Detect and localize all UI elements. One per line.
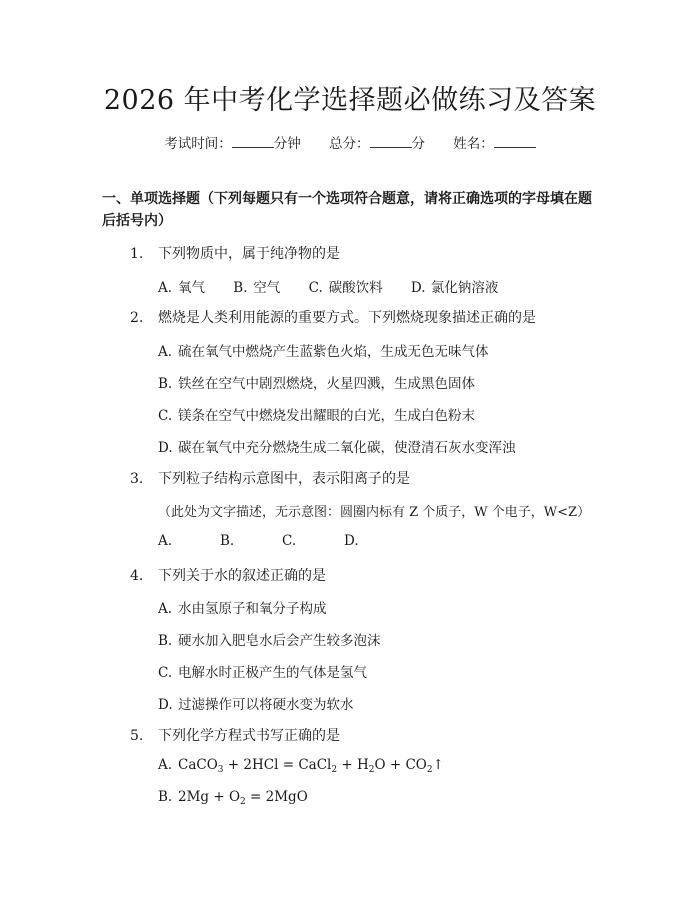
total-score-blank[interactable] [370,135,412,148]
equation-b: $2Mg + O_2 = 2MgO$ [178,789,308,807]
option-text: 电解水时正极产生的气体是氢气 [178,665,367,681]
option-letter: B. [158,633,173,649]
total-score-field [329,136,429,152]
option-text: 碳在氧气中充分燃烧生成二氧化碳，使澄清石灰水变浑浊 [178,440,516,456]
student-name-label: 姓名： [453,136,494,152]
option-text: 碳酸饮料 [328,280,383,296]
question-number: 5. [130,728,144,744]
option-text: 氯化钠溶液 [430,280,499,296]
option-a[interactable] [158,276,205,296]
option-a[interactable] [158,597,327,617]
question-stem: 下列化学方程式书写正确的是 [158,728,340,744]
option-letter: C. [158,665,173,681]
student-name-blank[interactable] [494,135,536,148]
exam-time-blank[interactable] [232,135,274,148]
question-stem: 下列物质中，属于纯净物的是 [158,246,340,262]
question-number: 2. [130,310,144,326]
exam-time-unit: 分钟 [273,136,301,152]
question-4 [130,565,326,585]
student-name-field [453,136,536,152]
option-letter: B. [158,376,173,392]
option-c[interactable] [158,661,367,681]
option-letter: A. [158,601,173,617]
option-b[interactable] [158,372,475,392]
option-letter: D. [158,440,173,456]
option-text: 硫在氧气中燃烧产生蓝紫色火焰，生成无色无味气体 [178,344,489,360]
option-text: 镁条在空气中燃烧发出耀眼的白光，生成白色粉末 [178,408,475,424]
section-heading-line2: 后括号内） [102,213,172,229]
option-text: 水由氢原子和氧分子构成 [178,601,327,617]
option-letter: C. [308,280,323,296]
option-letter: B. [158,789,173,805]
exam-info [0,132,700,152]
option-c[interactable]: C. [282,533,297,549]
option-d[interactable] [411,276,499,296]
option-a[interactable]: A. [158,533,173,549]
option-letter: B. [233,280,248,296]
question-stem: 下列关于水的叙述正确的是 [158,568,326,584]
option-letter: C. [158,408,173,424]
option-text: 铁丝在空气中剧烈燃烧，火星四溅，生成黑色固体 [178,376,475,392]
option-d[interactable] [158,693,354,713]
option-b[interactable]: B. [220,533,235,549]
total-score-unit: 分 [411,136,425,152]
option-letter: D. [158,697,173,713]
question-3 [130,468,410,488]
question-2 [130,307,536,327]
question-1 [130,243,340,263]
exam-time-label: 考试时间： [164,136,232,152]
option-letter: A. [158,280,173,296]
question-1-options [158,276,522,296]
option-c[interactable] [309,276,383,296]
exam-time-field [164,136,305,152]
option-text: 氧气 [178,280,205,296]
question-number: 3. [130,471,144,487]
option-d[interactable] [158,436,516,456]
total-score-label: 总分： [329,136,370,152]
option-text: 空气 [253,280,281,296]
option-letter: A. [158,344,173,360]
equation-a: CaCO$_3$ + 2HCl = CaCl$_2$ + $H_2O$ + $CO_2↑$ [178,757,444,775]
question-3-options [158,533,406,549]
option-letter: D. [410,280,426,296]
option-b[interactable] [158,629,381,649]
option-text: 过滤操作可以将硬水变为软水 [178,697,354,713]
option-a[interactable] [158,340,489,360]
question-3-note: （此处为文字描述，无示意图：圆圈内标有 Z 个质子，W 个电子，W<Z） [158,505,591,520]
question-5 [130,725,340,745]
section-heading-line1: 一、单项选择题（下列每题只有一个选项符合题意，请将正确选项的字母填在题 [102,191,592,207]
option-d[interactable]: D. [344,533,359,549]
question-number: 1. [130,246,144,262]
question-stem: 燃烧是人类利用能源的重要方式。下列燃烧现象描述正确的是 [158,310,536,326]
page-title: 2026 年中考化学选择题必做练习及答案 [103,85,597,116]
option-b[interactable] [158,789,308,807]
section-heading [102,188,602,232]
option-letter: A. [158,757,173,773]
option-b[interactable] [233,276,280,296]
option-a[interactable] [158,757,444,775]
question-stem: 下列粒子结构示意图中，表示阳离子的是 [158,471,410,487]
option-c[interactable] [158,404,475,424]
option-text: 硬水加入肥皂水后会产生较多泡沫 [178,633,381,649]
question-number: 4. [130,568,144,584]
